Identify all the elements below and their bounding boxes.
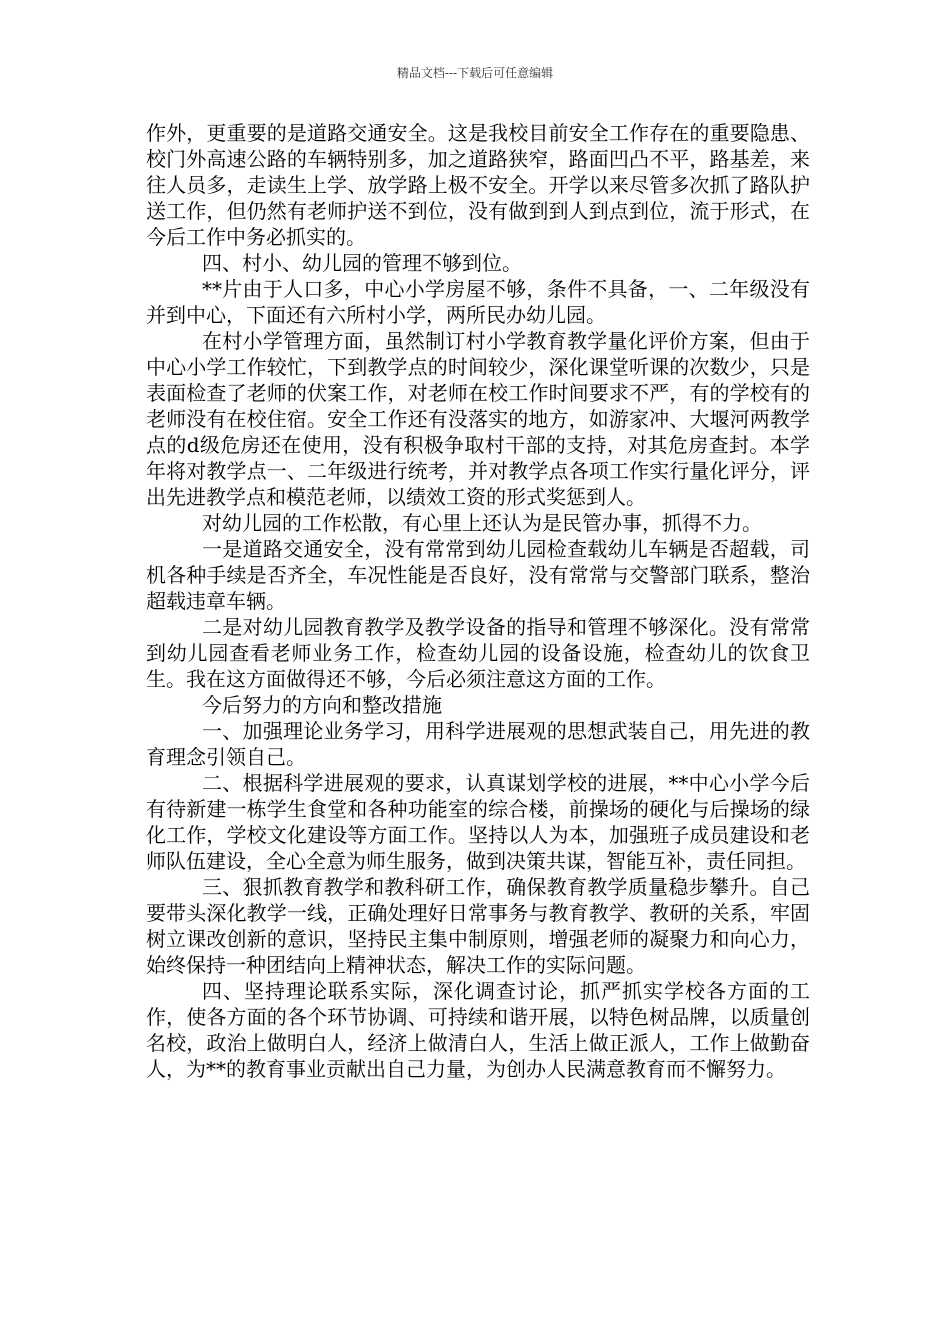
paragraph: 二、根据科学进展观的要求，认真谋划学校的进展，**中心小学今后有待新建一栋学生食堂和各种功能室的综合楼，前操场的硬化与后操场的绿化工作，学校文化建设等方面工作。坚持以人为本，加强班子成员建设和老师队伍建设，全心全意为师生服务，做到决策共谋，智能互补，责任同担。 — [146, 771, 810, 873]
paragraph: 对幼儿园的工作松散，有心里上还认为是民管办事，抓得不力。 — [202, 511, 762, 535]
document-body — [146, 120, 810, 1082]
paragraph: 三、狠抓教育教学和教科研工作，确保教育教学质量稳步攀升。自己要带头深化教学一线，正确处理好日常事务与教育教学、教研的关系，牢固树立课改创新的意识，坚持民主集中制原则，增强老师的凝聚力和向心力，始终保持一种团结向上精神状态，解决工作的实际问题。 — [146, 875, 810, 977]
paragraph-heading: 四、村小、幼儿园的管理不够到位。 — [202, 251, 522, 275]
paragraph: 在村小学管理方面，虽然制订村小学教育教学量化评价方案，但由于中心小学工作较忙，下到教学点的时间较少，深化课堂听课的次数少，只是表面检查了老师的伏案工作，对老师在校工作时间要求不严，有的学校有的老师没有在校住宿。安全工作还有没落实的地方，如游家冲、大堰河两教学点的d级危房还在使用，没有积极争取村干部的支持，对其危房查封。本学年将对教学点一、二年级进行统考，并对教学点各项工作实行量化评分，评出先进教学点和模范老师，以绩效工资的形式奖惩到人。 — [146, 329, 810, 509]
paragraph-heading: 今后努力的方向和整改措施 — [202, 693, 442, 717]
paragraph: 四、坚持理论联系实际，深化调查讨论，抓严抓实学校各方面的工作，使各方面的各个环节协调、可持续和谐开展，以特色树品牌，以质量创名校，政治上做明白人，经济上做清白人，生活上做正派人，工作上做勤奋人，为**的教育事业贡献出自己力量，为创办人民满意教育而不懈努力。 — [146, 979, 810, 1081]
paragraph: **片由于人口多，中心小学房屋不够，条件不具备，一、二年级没有并到中心，下面还有六所村小学，两所民办幼儿园。 — [146, 277, 810, 327]
paragraph: 一、加强理论业务学习，用科学进展观的思想武装自己，用先进的教育理念引领自己。 — [146, 719, 810, 769]
paragraph: 二是对幼儿园教育教学及教学设备的指导和管理不够深化。没有常常到幼儿园查看老师业务工作，检查幼儿园的设备设施，检查幼儿的饮食卫生。我在这方面做得还不够，今后必须注意这方面的工作。 — [146, 615, 810, 691]
paragraph: 作外，更重要的是道路交通安全。这是我校目前安全工作存在的重要隐患、校门外高速公路的车辆特别多，加之道路狭窄，路面凹凸不平，路基差，来往人员多，走读生上学、放学路上极不安全。开学以来尽管多次抓了路队护送工作，但仍然有老师护送不到位，没有做到到人到点到位，流于形式，在今后工作中务必抓实的。 — [146, 121, 810, 249]
paragraph: 一是道路交通安全，没有常常到幼儿园检查载幼儿车辆是否超载，司机各种手续是否齐全，车况性能是否良好，没有常常与交警部门联系，整治超载违章车辆。 — [146, 537, 810, 613]
page-header: 精品文档---下载后可任意编辑 — [396, 66, 554, 80]
